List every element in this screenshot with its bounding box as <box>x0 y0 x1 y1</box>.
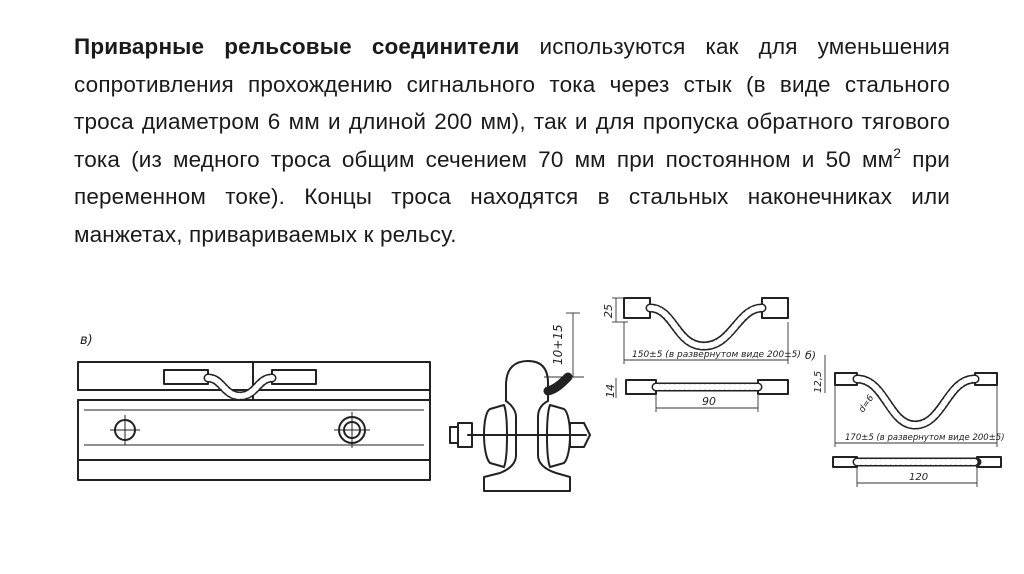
paragraph-text-a: используются как для уменьшения сопротивления прохождению сигнального тока через стык (в виде стального троса диаметром 6 мм и длиной 200 мм), так и для пропуска обратного тягового тока (из медного троса общим сечением 70 мм при постоянном и 50 мм <box>74 34 950 172</box>
rail-joint-figure <box>72 320 442 495</box>
rail-cross-section-figure <box>444 305 604 505</box>
top-dim-height: 25 <box>602 304 615 318</box>
right-dim-diam: d=6 <box>857 393 877 415</box>
rail-figure-label: в) <box>80 333 93 348</box>
bottom-dim-length: 120 <box>909 472 929 483</box>
paragraph-text-b: при переменном токе). Концы троса находятся в стальных наконечниках или манжетах, привариваемых к рельсу. <box>74 146 950 247</box>
cross-section-dim: 10+15 <box>551 324 565 365</box>
body-paragraph <box>74 28 950 254</box>
mid-dim-length: 90 <box>702 395 716 408</box>
top-dim-length: 150±5 (в развернутом виде 200±5) <box>632 350 801 360</box>
connector-b-figure <box>805 345 1010 495</box>
superscript-2: 2 <box>893 144 902 161</box>
connector-b-label: б) <box>805 349 817 362</box>
bold-lead: Приварные рельсовые соединители <box>74 34 520 59</box>
right-dim-height: 12,5 <box>813 370 824 393</box>
right-dim-length: 170±5 (в развернутом виде 200±5) <box>845 433 1005 443</box>
mid-dim-height: 14 <box>604 384 617 398</box>
connector-top-figure <box>598 290 808 420</box>
